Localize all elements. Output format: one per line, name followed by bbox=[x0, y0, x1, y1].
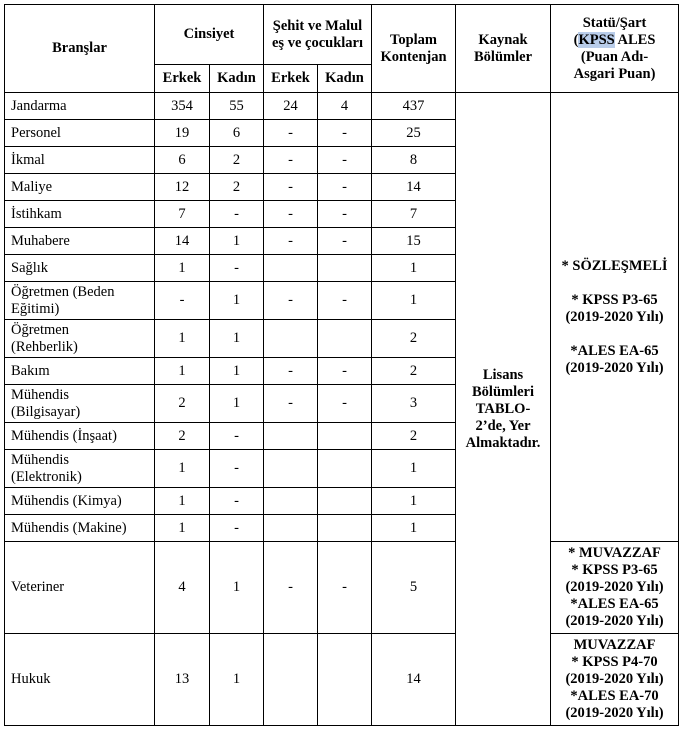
header-martyr bbox=[264, 5, 372, 65]
source-line3: TABLO- bbox=[475, 400, 531, 417]
martyr-erkek-cell bbox=[264, 450, 318, 488]
source-line5: Almaktadır. bbox=[465, 434, 541, 451]
branch-cell: İkmal bbox=[5, 147, 155, 174]
martyr-erkek-cell: - bbox=[264, 147, 318, 174]
total-cell: 2 bbox=[372, 423, 456, 450]
total-cell: 1 bbox=[372, 282, 456, 320]
status-huk-line1: MUVAZZAF bbox=[573, 637, 656, 653]
erkek-cell: 7 bbox=[155, 201, 210, 228]
martyr-kadin-cell bbox=[318, 423, 372, 450]
total-cell: 25 bbox=[372, 120, 456, 147]
martyr-erkek-cell bbox=[264, 320, 318, 358]
total-cell: 15 bbox=[372, 228, 456, 255]
branch-cell: Veteriner bbox=[5, 542, 155, 634]
status-g1-line5: (2019-2020 Yılı) bbox=[565, 359, 664, 376]
header-gender: Cinsiyet bbox=[155, 5, 264, 65]
kadin-cell: - bbox=[210, 201, 264, 228]
kadin-cell: 1 bbox=[210, 282, 264, 320]
erkek-cell: 12 bbox=[155, 174, 210, 201]
header-source bbox=[456, 5, 551, 93]
source-merged-cell bbox=[456, 93, 551, 726]
header-source-line2: Bölümler bbox=[474, 48, 533, 65]
erkek-cell: 19 bbox=[155, 120, 210, 147]
kadin-cell: 55 bbox=[210, 93, 264, 120]
branch-line1: Öğretmen bbox=[11, 321, 69, 338]
martyr-kadin-cell bbox=[318, 515, 372, 542]
status-vet-line3: (2019-2020 Yılı) bbox=[565, 579, 664, 595]
header-total-line1: Toplam bbox=[390, 31, 438, 48]
martyr-erkek-cell: - bbox=[264, 201, 318, 228]
kadin-cell: - bbox=[210, 450, 264, 488]
branch-cell: Muhabere bbox=[5, 228, 155, 255]
erkek-cell: 1 bbox=[155, 358, 210, 385]
martyr-kadin-cell: - bbox=[318, 147, 372, 174]
branch-line2: (Bilgisayar) bbox=[11, 403, 81, 420]
martyr-kadin-cell: - bbox=[318, 228, 372, 255]
erkek-cell: 1 bbox=[155, 320, 210, 358]
total-cell: 8 bbox=[372, 147, 456, 174]
martyr-kadin-cell bbox=[318, 634, 372, 726]
status-group-1-cell bbox=[551, 93, 679, 542]
erkek-cell: 14 bbox=[155, 228, 210, 255]
total-cell: 2 bbox=[372, 358, 456, 385]
branch-line2: (Elektronik) bbox=[11, 468, 82, 485]
header-status-line1: Statü/Şart bbox=[582, 14, 647, 31]
total-cell: 1 bbox=[372, 255, 456, 282]
martyr-erkek-cell: - bbox=[264, 385, 318, 423]
martyr-erkek-cell bbox=[264, 488, 318, 515]
branch-line2: (Rehberlik) bbox=[11, 338, 78, 355]
total-cell: 14 bbox=[372, 174, 456, 201]
martyr-erkek-cell: - bbox=[264, 282, 318, 320]
martyr-kadin-cell: - bbox=[318, 542, 372, 634]
header-erkek: Erkek bbox=[155, 65, 210, 93]
table-row bbox=[5, 542, 679, 634]
header-status-line3: (Puan Adı- bbox=[580, 48, 649, 65]
kadin-cell: - bbox=[210, 488, 264, 515]
martyr-erkek-cell bbox=[264, 423, 318, 450]
header-status-prefix: ( bbox=[573, 31, 579, 48]
kadin-cell: 2 bbox=[210, 147, 264, 174]
branch-line2: Eğitimi) bbox=[11, 300, 60, 317]
total-cell: 2 bbox=[372, 320, 456, 358]
branch-cell: Hukuk bbox=[5, 634, 155, 726]
total-cell: 1 bbox=[372, 488, 456, 515]
martyr-kadin-cell bbox=[318, 450, 372, 488]
branch-cell: Personel bbox=[5, 120, 155, 147]
kadin-cell: 2 bbox=[210, 174, 264, 201]
branch-cell: Maliye bbox=[5, 174, 155, 201]
kadin-cell: - bbox=[210, 515, 264, 542]
status-hukuk-cell bbox=[551, 634, 679, 726]
branch-cell bbox=[5, 450, 155, 488]
kadin-cell: 6 bbox=[210, 120, 264, 147]
martyr-erkek-cell: - bbox=[264, 174, 318, 201]
header-row-1 bbox=[5, 5, 679, 65]
martyr-kadin-cell bbox=[318, 320, 372, 358]
header-kadin: Kadın bbox=[210, 65, 264, 93]
martyr-kadin-cell: 4 bbox=[318, 93, 372, 120]
branch-cell bbox=[5, 385, 155, 423]
martyr-kadin-cell: - bbox=[318, 282, 372, 320]
status-g1-line3: (2019-2020 Yılı) bbox=[565, 308, 664, 325]
erkek-cell: 6 bbox=[155, 147, 210, 174]
status-vet-line4: *ALES EA-65 bbox=[570, 596, 659, 612]
branch-cell: Bakım bbox=[5, 358, 155, 385]
martyr-kadin-cell: - bbox=[318, 385, 372, 423]
martyr-kadin-cell: - bbox=[318, 358, 372, 385]
branch-cell: Mühendis (Makine) bbox=[5, 515, 155, 542]
header-source-line1: Kaynak bbox=[478, 31, 528, 48]
status-g1-line4: *ALES EA-65 bbox=[570, 342, 659, 359]
martyr-erkek-cell bbox=[264, 255, 318, 282]
header-total-line2: Kontenjan bbox=[380, 48, 447, 65]
header-status-suffix: ALES bbox=[614, 31, 656, 48]
branch-line1: Mühendis bbox=[11, 386, 69, 403]
branch-cell: Mühendis (Kimya) bbox=[5, 488, 155, 515]
erkek-cell: 2 bbox=[155, 423, 210, 450]
source-line4: 2’de, Yer bbox=[475, 417, 531, 434]
martyr-kadin-cell bbox=[318, 488, 372, 515]
erkek-cell: 4 bbox=[155, 542, 210, 634]
erkek-cell: 1 bbox=[155, 450, 210, 488]
header-status-line4: Asgari Puan) bbox=[573, 65, 656, 82]
header-status bbox=[551, 5, 679, 93]
status-huk-line3: (2019-2020 Yılı) bbox=[565, 671, 664, 687]
martyr-kadin-cell: - bbox=[318, 174, 372, 201]
status-veteriner-cell bbox=[551, 542, 679, 634]
total-cell: 1 bbox=[372, 450, 456, 488]
total-cell: 1 bbox=[372, 515, 456, 542]
status-huk-line4: *ALES EA-70 bbox=[570, 688, 659, 704]
kadin-cell: 1 bbox=[210, 358, 264, 385]
table-row bbox=[5, 93, 679, 120]
branch-cell: Sağlık bbox=[5, 255, 155, 282]
status-vet-line5: (2019-2020 Yılı) bbox=[565, 613, 664, 629]
martyr-erkek-cell: - bbox=[264, 542, 318, 634]
status-g1-line1: * SÖZLEŞMELİ bbox=[561, 257, 668, 274]
martyr-kadin-cell bbox=[318, 255, 372, 282]
header-erkek-2: Erkek bbox=[264, 65, 318, 93]
kadin-cell: - bbox=[210, 255, 264, 282]
erkek-cell: 1 bbox=[155, 488, 210, 515]
erkek-cell: 1 bbox=[155, 255, 210, 282]
martyr-erkek-cell: - bbox=[264, 358, 318, 385]
kadin-cell: 1 bbox=[210, 228, 264, 255]
total-cell: 3 bbox=[372, 385, 456, 423]
table-row bbox=[5, 634, 679, 726]
branch-cell bbox=[5, 320, 155, 358]
erkek-cell: 13 bbox=[155, 634, 210, 726]
martyr-erkek-cell: - bbox=[264, 120, 318, 147]
source-line1: Lisans bbox=[482, 366, 524, 383]
kadin-cell: 1 bbox=[210, 385, 264, 423]
kadin-cell: 1 bbox=[210, 542, 264, 634]
erkek-cell: 354 bbox=[155, 93, 210, 120]
quota-table bbox=[4, 4, 679, 726]
branch-cell: Jandarma bbox=[5, 93, 155, 120]
status-g1-line2: * KPSS P3-65 bbox=[571, 291, 658, 308]
total-cell: 7 bbox=[372, 201, 456, 228]
kadin-cell: 1 bbox=[210, 320, 264, 358]
source-line2: Bölümleri bbox=[472, 383, 535, 400]
header-status-highlight: KPSS bbox=[578, 31, 615, 48]
status-vet-line2: * KPSS P3-65 bbox=[571, 562, 658, 578]
status-huk-line2: * KPSS P4-70 bbox=[571, 654, 658, 670]
status-g1-spacer-2 bbox=[554, 326, 675, 343]
total-cell: 5 bbox=[372, 542, 456, 634]
branch-cell: Mühendis (İnşaat) bbox=[5, 423, 155, 450]
martyr-erkek-cell: 24 bbox=[264, 93, 318, 120]
header-kadin-2: Kadın bbox=[318, 65, 372, 93]
status-g1-spacer bbox=[554, 275, 675, 292]
martyr-kadin-cell: - bbox=[318, 120, 372, 147]
status-vet-line1: * MUVAZZAF bbox=[568, 545, 661, 561]
status-huk-line5: (2019-2020 Yılı) bbox=[565, 705, 664, 721]
martyr-erkek-cell bbox=[264, 634, 318, 726]
total-cell: 14 bbox=[372, 634, 456, 726]
header-branches: Branşlar bbox=[5, 5, 155, 93]
header-total bbox=[372, 5, 456, 93]
kadin-cell: 1 bbox=[210, 634, 264, 726]
header-martyr-line2: eş ve çocukları bbox=[272, 34, 364, 51]
branch-cell: İstihkam bbox=[5, 201, 155, 228]
martyr-kadin-cell: - bbox=[318, 201, 372, 228]
branch-cell bbox=[5, 282, 155, 320]
total-cell: 437 bbox=[372, 93, 456, 120]
branch-line1: Öğretmen (Beden bbox=[11, 283, 115, 300]
header-martyr-line1: Şehit ve Malul bbox=[272, 17, 363, 34]
erkek-cell: 2 bbox=[155, 385, 210, 423]
header-status-line2 bbox=[554, 32, 675, 49]
erkek-cell: - bbox=[155, 282, 210, 320]
martyr-erkek-cell bbox=[264, 515, 318, 542]
kadin-cell: - bbox=[210, 423, 264, 450]
branch-line1: Mühendis bbox=[11, 451, 69, 468]
erkek-cell: 1 bbox=[155, 515, 210, 542]
martyr-erkek-cell: - bbox=[264, 228, 318, 255]
